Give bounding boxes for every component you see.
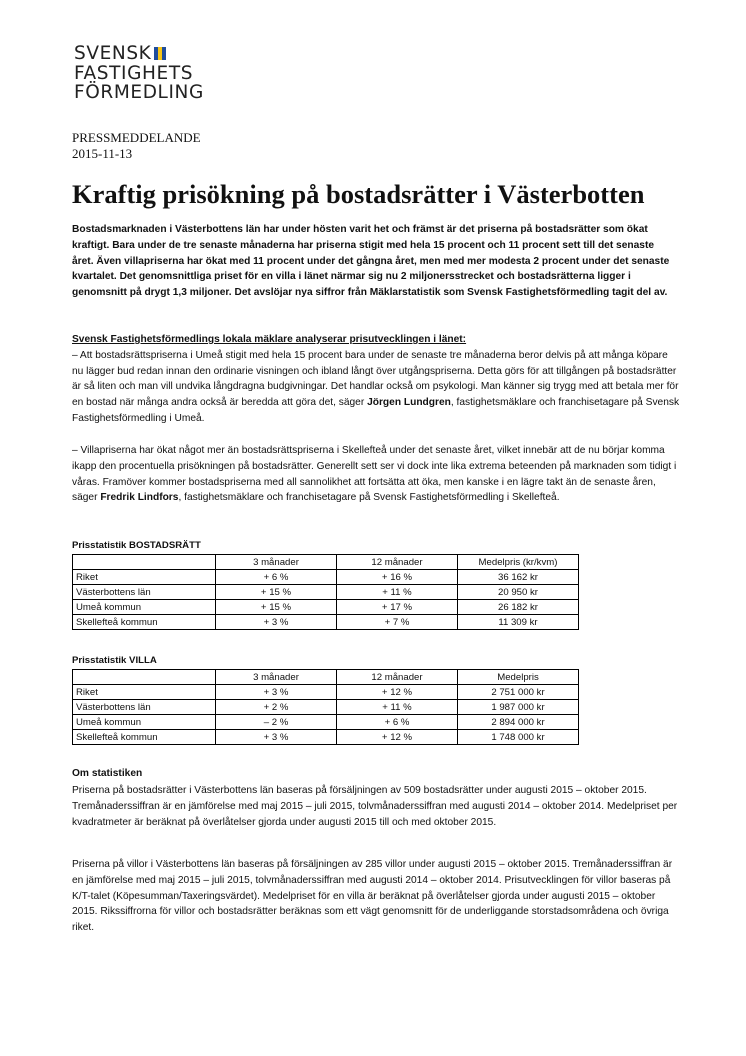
quote-skelleftea-name: Fredrik Lindfors [100,492,179,504]
table-row [73,685,579,700]
table-bostadsratt [72,554,579,630]
table-cell: + 3 % [216,685,337,700]
table-cell: 2 751 000 kr [458,685,579,700]
table-bostadsratt-title: Prisstatistik BOSTADSRÄTT [72,540,201,551]
table-row [73,600,579,615]
press-date: 2015-11-13 [72,146,133,161]
quote-umea-name: Jörgen Lundgren [367,397,451,409]
table-header-row [73,670,579,685]
table-cell: 36 162 kr [458,570,579,585]
table-header-cell: Medelpris (kr/kvm) [458,555,579,570]
table-cell: Umeå kommun [73,600,216,615]
table-villa-title: Prisstatistik VILLA [72,655,157,666]
table-header-cell: 3 månader [216,670,337,685]
table-cell: Skellefteå kommun [73,615,216,630]
company-logo [74,44,204,103]
table-cell: + 12 % [337,730,458,745]
table-cell: 2 894 000 kr [458,715,579,730]
table-cell: + 16 % [337,570,458,585]
table-cell: + 2 % [216,700,337,715]
table-cell: Västerbottens län [73,585,216,600]
table-cell: + 6 % [216,570,337,585]
table-header-cell: 3 månader [216,555,337,570]
table-row [73,615,579,630]
table-cell: Riket [73,570,216,585]
table-cell: – 2 % [216,715,337,730]
logo-line-3: FÖRMEDLING [74,82,204,103]
table-row [73,730,579,745]
swedish-flag-icon [154,45,166,58]
table-cell: + 12 % [337,685,458,700]
table-header-cell [73,670,216,685]
table-cell: + 11 % [337,585,458,600]
about-paragraph-1: Priserna på bostadsrätter i Västerbottens län baseras på försäljningen av 509 bostadsrätter under augusti 2015 – oktober 2015. Tremånaderssiffran är en jämförelse med maj 2015 – juli 2015, tolvmånaderssiffran med augusti 2014 – oktober 2014. Medelpriset per kvadratmeter är beräknat på överlåtelser gjorda under augusti 2015 till och med oktober 2015. [72,785,678,828]
table-header-cell: 12 månader [337,670,458,685]
table-cell: 20 950 kr [458,585,579,600]
analysis-section [72,332,680,427]
table-row [73,700,579,715]
table-header-cell: 12 månader [337,555,458,570]
page-title: Kraftig prisökning på bostadsrätter i Västerbotten [72,179,645,209]
table-cell: 11 309 kr [458,615,579,630]
table-cell: 26 182 kr [458,600,579,615]
table-row [73,570,579,585]
table-cell: + 15 % [216,585,337,600]
table-villa [72,669,579,745]
table-cell: Skellefteå kommun [73,730,216,745]
table-row [73,585,579,600]
ingress-paragraph: Bostadsmarknaden i Västerbottens län har under hösten varit het och främst är det priserna på bostadsrätter som ökat kraftigt. Bara under de tre senaste månaderna har priserna stigit med hela 15 procent och 11 procent sett till det senaste året. Även villapriserna har ökat med 11 procent under det gångna året, men med mer modesta 2 procent under det senaste kvartalet. Det genomsnittliga priset för en villa i länet närmar sig nu 2 miljonersstrecket och bostadsrätterna ligger i genomsnitt på drygt 1,3 miljoner. Det avslöjar nya siffror från Mäklarstatistik som Svensk Fastighetsförmedling tagit del av. [72,224,670,299]
table-cell: Riket [73,685,216,700]
table-cell: + 15 % [216,600,337,615]
analysis-heading: Svensk Fastighetsförmedlings lokala mäklare analyserar prisutvecklingen i länet: [72,334,467,345]
table-row [73,715,579,730]
table-cell: 1 987 000 kr [458,700,579,715]
table-cell: 1 748 000 kr [458,730,579,745]
table-header-row [73,555,579,570]
about-paragraph-2: Priserna på villor i Västerbottens län baseras på försäljningen av 285 villor under augusti 2015 – oktober 2015. Tremånaderssiffran är en jämförelse med maj 2015 – juli 2015, tolvmånaderssiffran med augusti 2014 – oktober 2014. Prisutvecklingen för villor baseras på K/T-talet (Köpesumman/Taxeringsvärdet). Medelpriset för en villa är beräknat på överlåtelser gjorda under augusti 2015 – oktober 2015. Rikssiffrorna för villor och bostadsrätter beräknas som ett vägt genomsnitt för de underliggande storstadsområdena och övriga riket. [72,859,673,934]
table-cell: Umeå kommun [73,715,216,730]
logo-line-1: SVENSK [74,43,152,64]
table-header-cell: Medelpris [458,670,579,685]
table-cell: + 3 % [216,615,337,630]
about-heading: Om statistiken [72,768,143,779]
table-cell: + 6 % [337,715,458,730]
logo-line-2: FASTIGHETS [74,62,194,84]
quote-skelleftea: – Villapriserna har ökat något mer än bostadsrättspriserna i Skellefteå under det senaste året, vilket innebär att de nu börjar komma ikapp den procentuella prisökningen på bostadsrätter. Generellt sett ser vi dock inte lika extrema beteenden på marknaden som tidigt i våras. Framöver kommer bostadspriserna med all sannolikhet att fortsätta att öka, men kanske i en lägre takt än de senaste åren, säger Fredrik Lindfors, fastighetsmäklare och franchisetagare på Svensk Fastighetsförmedling i Skellefteå. [72,445,677,504]
table-header-cell [73,555,216,570]
table-cell: + 7 % [337,615,458,630]
quote-umea: – Att bostadsrättspriserna i Umeå stigit med hela 15 procent bara under de senaste tre månaderna beror delvis på att många köpare nu lägger bud redan innan den ordinarie visningen och ibland långt över utgångspriserna. Detta görs för att tillgången på bostadsrätter är så liten och man vill undvika långdragna budgivningar. Det handlar också om psykologi. Man känner sig trygg med att betala mer för en bostad när många andra också är beredda att göra det, säger Jörgen Lundgren, fastighetsmäklare och franchisetagare på Svensk Fastighetsförmedling i Umeå. [72,349,680,424]
press-label: PRESSMEDDELANDE [72,130,201,145]
press-header [72,130,201,162]
table-cell: Västerbottens län [73,700,216,715]
table-cell: + 11 % [337,700,458,715]
table-cell: + 17 % [337,600,458,615]
table-cell: + 3 % [216,730,337,745]
